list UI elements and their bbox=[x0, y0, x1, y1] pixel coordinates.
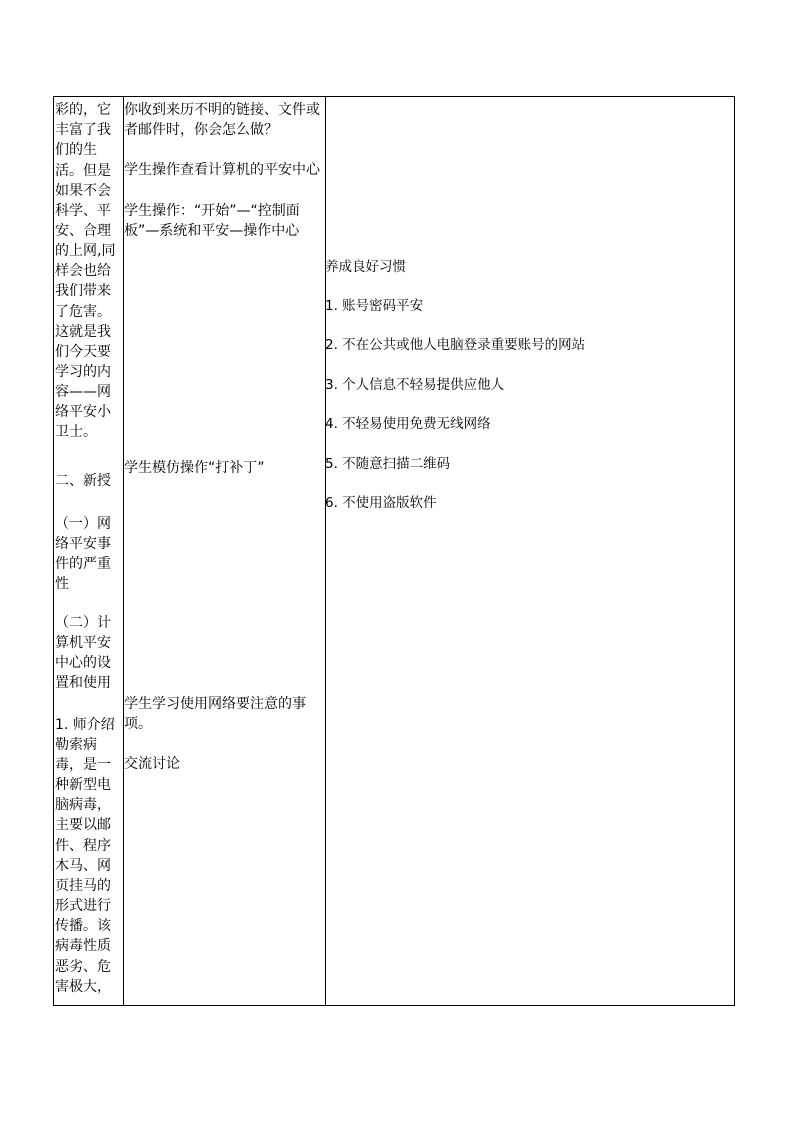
col2-line: 学生操作：“开始”—“控制面 bbox=[124, 203, 300, 219]
col2-line: 学生学习使用网络要注意的事 bbox=[124, 696, 306, 712]
col1-line: （一）网 bbox=[55, 516, 111, 532]
col1-line: 形式进行 bbox=[55, 898, 111, 914]
col1-line: 们今天要 bbox=[55, 344, 111, 360]
col1-line: 勒索病 bbox=[55, 737, 97, 753]
col2-line: 项。 bbox=[124, 716, 152, 732]
col1-line: 丰富了我 bbox=[55, 122, 111, 138]
col1-line: 样会也给 bbox=[55, 263, 111, 279]
col1-line: 络平安事 bbox=[55, 536, 111, 552]
col2-line: 板”—系统和平安—操作中心 bbox=[124, 223, 300, 239]
col1-line: 主要以邮 bbox=[55, 817, 111, 833]
col1-line: 置和使用 bbox=[55, 675, 111, 691]
col3-list-item: 3. 个人信息不轻易提供应他人 bbox=[325, 377, 505, 393]
col1-line: 传播。该 bbox=[55, 918, 111, 934]
col1-line: 科学、平 bbox=[55, 203, 111, 219]
col1-line: 们的生 bbox=[55, 142, 97, 158]
col3-list-item: 4. 不轻易使用免费无线网络 bbox=[325, 416, 491, 432]
col1-line: 如果不会 bbox=[55, 183, 111, 199]
col2-line: 交流讨论 bbox=[124, 756, 180, 772]
col1-line: 页挂马的 bbox=[55, 878, 111, 894]
col1-line: 木马、网 bbox=[55, 858, 111, 874]
col3-list-item: 1. 账号密码平安 bbox=[325, 298, 424, 314]
col3-heading: 养成良好习惯 bbox=[325, 259, 406, 275]
col1-line: 卫士。 bbox=[55, 424, 97, 440]
col1-line: 了危害。 bbox=[55, 304, 111, 320]
col2-line: 学生模仿操作“打补丁” bbox=[124, 460, 265, 476]
col1-line: 件、程序 bbox=[55, 838, 111, 854]
table-column-student-activity bbox=[123, 97, 326, 1005]
col1-line: 容——网 bbox=[55, 384, 111, 400]
table-column-design-intent bbox=[325, 97, 734, 1005]
col1-line: 络平安小 bbox=[55, 404, 111, 420]
col1-line: 学习的内 bbox=[55, 364, 111, 380]
col1-line: 这就是我 bbox=[55, 324, 111, 340]
col1-line: 中心的设 bbox=[55, 655, 111, 671]
col1-line: 安、合理 bbox=[55, 223, 111, 239]
col1-line: 的上网,同 bbox=[55, 243, 116, 259]
col1-line: 件的严重 bbox=[55, 556, 111, 572]
col3-list-item: 5. 不随意扫描二维码 bbox=[325, 456, 451, 472]
col1-line: 种新型电 bbox=[55, 777, 111, 793]
col1-line: 害极大， bbox=[55, 979, 111, 995]
col2-line: 者邮件时，你会怎么做？ bbox=[124, 122, 278, 138]
col1-line: 算机平安 bbox=[55, 635, 111, 651]
col1-line: 我们带来 bbox=[55, 283, 111, 299]
col2-line: 你收到来历不明的链接、文件或 bbox=[124, 102, 320, 118]
col1-line: 彩的，它 bbox=[55, 102, 111, 118]
col1-line: 病毒性质 bbox=[55, 938, 111, 954]
col1-heading: 二、新授 bbox=[55, 473, 111, 489]
table-column-process bbox=[54, 97, 124, 1005]
col1-line: 性 bbox=[55, 576, 69, 592]
col1-line: （二）计 bbox=[55, 615, 111, 631]
col2-line: 学生操作查看计算机的平安中心 bbox=[124, 162, 320, 178]
col1-line: 活。但是 bbox=[55, 163, 111, 179]
col1-line: 1. 师介绍 bbox=[55, 717, 115, 733]
lesson-table bbox=[53, 96, 735, 1006]
col1-line: 恶劣、危 bbox=[55, 959, 111, 975]
col3-list-item: 6. 不使用盗版软件 bbox=[325, 495, 437, 511]
col3-list-item: 2. 不在公共或他人电脑登录重要账号的网站 bbox=[325, 337, 586, 353]
col1-line: 毒，是一 bbox=[55, 757, 111, 773]
col1-line: 脑病毒， bbox=[55, 797, 111, 813]
